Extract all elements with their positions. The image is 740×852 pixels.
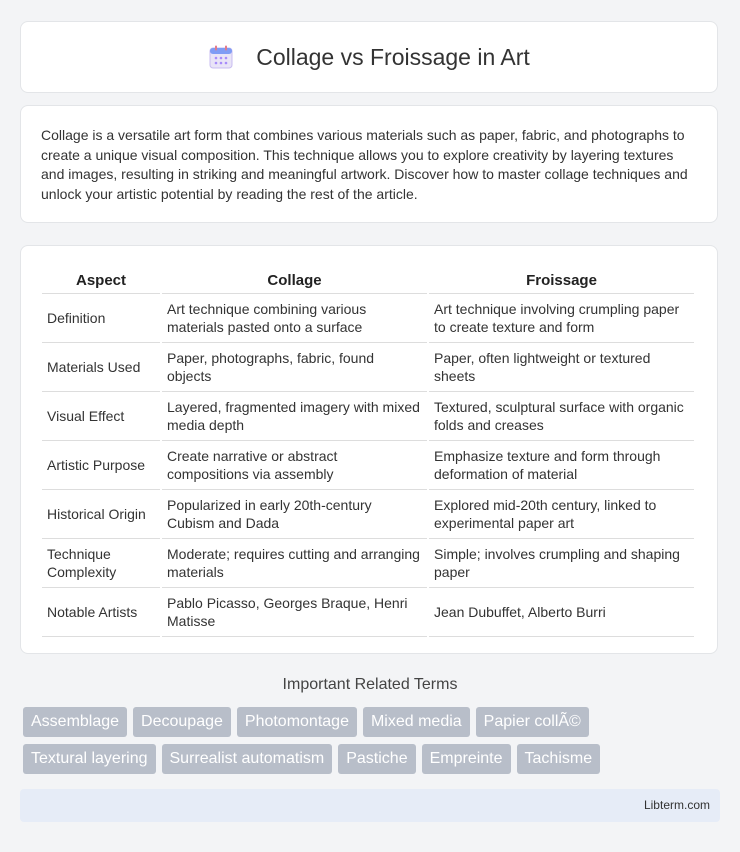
aspect-cell: Definition: [42, 294, 160, 343]
froissage-cell: Textured, sculptural surface with organic folds and creases: [429, 392, 694, 441]
tag-empreinte[interactable]: Empreinte: [422, 744, 511, 774]
tag-row: [23, 707, 723, 737]
tag-mixed-media[interactable]: Mixed media: [363, 707, 470, 737]
tag-decoupage[interactable]: Decoupage: [133, 707, 231, 737]
related-terms: [23, 707, 723, 781]
tag-assemblage[interactable]: Assemblage: [23, 707, 127, 737]
tag-surrealist-automatism[interactable]: Surrealist automatism: [162, 744, 333, 774]
aspect-cell: Visual Effect: [42, 392, 160, 441]
collage-cell: Moderate; requires cutting and arranging materials: [162, 539, 427, 588]
table-row: [42, 490, 694, 539]
froissage-cell: Paper, often lightweight or textured sheets: [429, 343, 694, 392]
collage-cell: Art technique combining various materials pasted onto a surface: [162, 294, 427, 343]
intro-text: Collage is a versatile art form that combines various materials such as paper, fabric, and photographs to create a unique visual composition. This technique allows you to explore creativity by layering textures and images, resulting in striking and meaningful artwork. Discover how to master collage techniques and unlock your artistic potential by reading the rest of the article.: [41, 127, 688, 202]
froissage-cell: Jean Dubuffet, Alberto Burri: [429, 588, 694, 637]
table-header-row: [42, 265, 694, 294]
collage-cell: Create narrative or abstract compositions via assembly: [162, 441, 427, 490]
table-row: [42, 294, 694, 343]
tag-pastiche[interactable]: Pastiche: [338, 744, 415, 774]
footer-link[interactable]: Libterm.com: [643, 798, 710, 812]
collage-cell: Paper, photographs, fabric, found objects: [162, 343, 427, 392]
footer: [20, 789, 720, 822]
collage-cell: Layered, fragmented imagery with mixed media depth: [162, 392, 427, 441]
froissage-cell: Art technique involving crumpling paper to create texture and form: [429, 294, 694, 343]
table-row: [42, 588, 694, 637]
comparison-table-card: [20, 245, 718, 654]
tag-photomontage[interactable]: Photomontage: [237, 707, 357, 737]
aspect-cell: Historical Origin: [42, 490, 160, 539]
tag-papier-colle[interactable]: Papier collÃ©: [476, 707, 589, 737]
title-card: [20, 21, 718, 93]
related-terms-title: Important Related Terms: [282, 676, 458, 693]
tag-tachisme[interactable]: Tachisme: [517, 744, 601, 774]
collage-cell: Pablo Picasso, Georges Braque, Henri Matisse: [162, 588, 427, 637]
table-row: [42, 392, 694, 441]
table-row: [42, 343, 694, 392]
froissage-cell: Explored mid-20th century, linked to experimental paper art: [429, 490, 694, 539]
comparison-table: [40, 265, 696, 637]
intro-card: [20, 105, 718, 223]
froissage-cell: Simple; involves crumpling and shaping paper: [429, 539, 694, 588]
aspect-cell: Notable Artists: [42, 588, 160, 637]
calendar-icon: [208, 44, 234, 70]
header-collage: Collage: [162, 265, 427, 294]
aspect-cell: Technique Complexity: [42, 539, 160, 588]
tag-row: [23, 744, 723, 774]
froissage-cell: Emphasize texture and form through deformation of material: [429, 441, 694, 490]
header-froissage: Froissage: [429, 265, 694, 294]
header-aspect: Aspect: [42, 265, 160, 294]
collage-cell: Popularized in early 20th-century Cubism and Dada: [162, 490, 427, 539]
aspect-cell: Artistic Purpose: [42, 441, 160, 490]
table-row: [42, 539, 694, 588]
tag-textural-layering[interactable]: Textural layering: [23, 744, 156, 774]
page-title: Collage vs Froissage in Art: [256, 43, 530, 70]
aspect-cell: Materials Used: [42, 343, 160, 392]
table-row: [42, 441, 694, 490]
